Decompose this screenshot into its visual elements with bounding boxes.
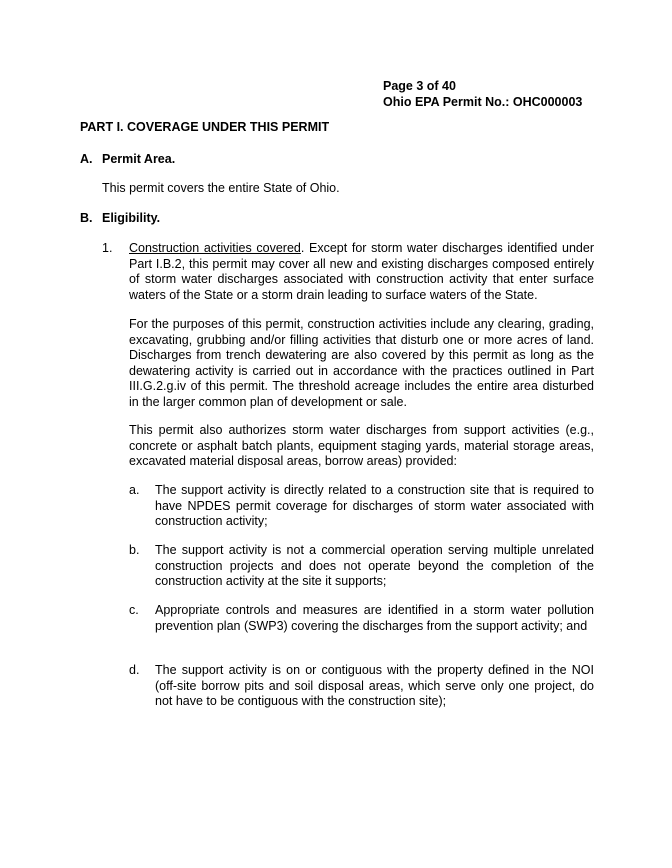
subitem-text: Appropriate controls and measures are identified in a storm water pollution prevention plan (SWP3) covering the discharges from the support activity; and [155,603,594,633]
subitem-letter: d. [129,663,140,677]
section-a-heading [80,152,175,168]
subitem-text: The support activity is on or contiguous with the property defined in the NOI (off-site borrow pits and soil disposal areas, which serve only one project, do not have to be contiguous with the construction site); [155,663,594,709]
section-b-letter: B. [80,211,93,225]
subitem-text: The support activity is not a commercial operation serving multiple unrelated construction projects and does not operate beyond the completion of the construction activity at the site it supports; [155,543,594,589]
subitem-c [129,603,594,634]
section-b-title: Eligibility. [102,211,161,225]
subitem-a [129,483,594,530]
part-title: PART I. COVERAGE UNDER THIS PERMIT [80,120,330,134]
section-b-heading [80,211,160,227]
section-a-title: Permit Area. [102,152,176,166]
item-1-paragraph-2: For the purposes of this permit, construction activities include any clearing, grading, excavating, grubbing and/or filling activities that disturb one or more acres of land. Discharges from trench dewatering are also covered by this permit as long as the dewatering activity is carried out in accordance with the practices outlined in Part III.G.2.g.iv of this permit. The threshold acreage includes the entire area disturbed in the larger common plan of development or sale. [129,317,594,409]
item-number: 1. [102,241,113,255]
section-a-text: This permit covers the entire State of Ohio. [102,181,340,195]
item-1-paragraph-3: This permit also authorizes storm water discharges from support activities (e.g., concrete or asphalt batch plants, equipment staging yards, material storage areas, excavated material disposal areas, borrow areas) provided: [129,423,594,469]
item-1-text: . Except for storm water discharges identified under Part I.B.2, this permit may cover all new and existing discharges composed entirely of storm water discharges associated with construction activity that enter surface waters of the State or a storm drain leading to surface waters of the State. [129,241,594,302]
subitem-letter: c. [129,603,139,617]
page-number: Page 3 of 40 [383,79,456,93]
eligibility-item-1 [102,241,594,303]
permit-number: Ohio EPA Permit No.: OHC000003 [383,94,583,109]
subitem-d [129,663,594,710]
section-a-letter: A. [80,152,93,166]
subitem-text: The support activity is directly related to a construction site that is required to have NPDES permit coverage for discharges of storm water associated with construction activity; [155,483,594,529]
item-1-heading: Construction activities covered [129,241,301,255]
subitem-letter: b. [129,543,140,557]
page-header [383,79,582,110]
subitem-b [129,543,594,590]
item-1-paragraph-1 [129,241,594,303]
subitem-letter: a. [129,483,140,497]
